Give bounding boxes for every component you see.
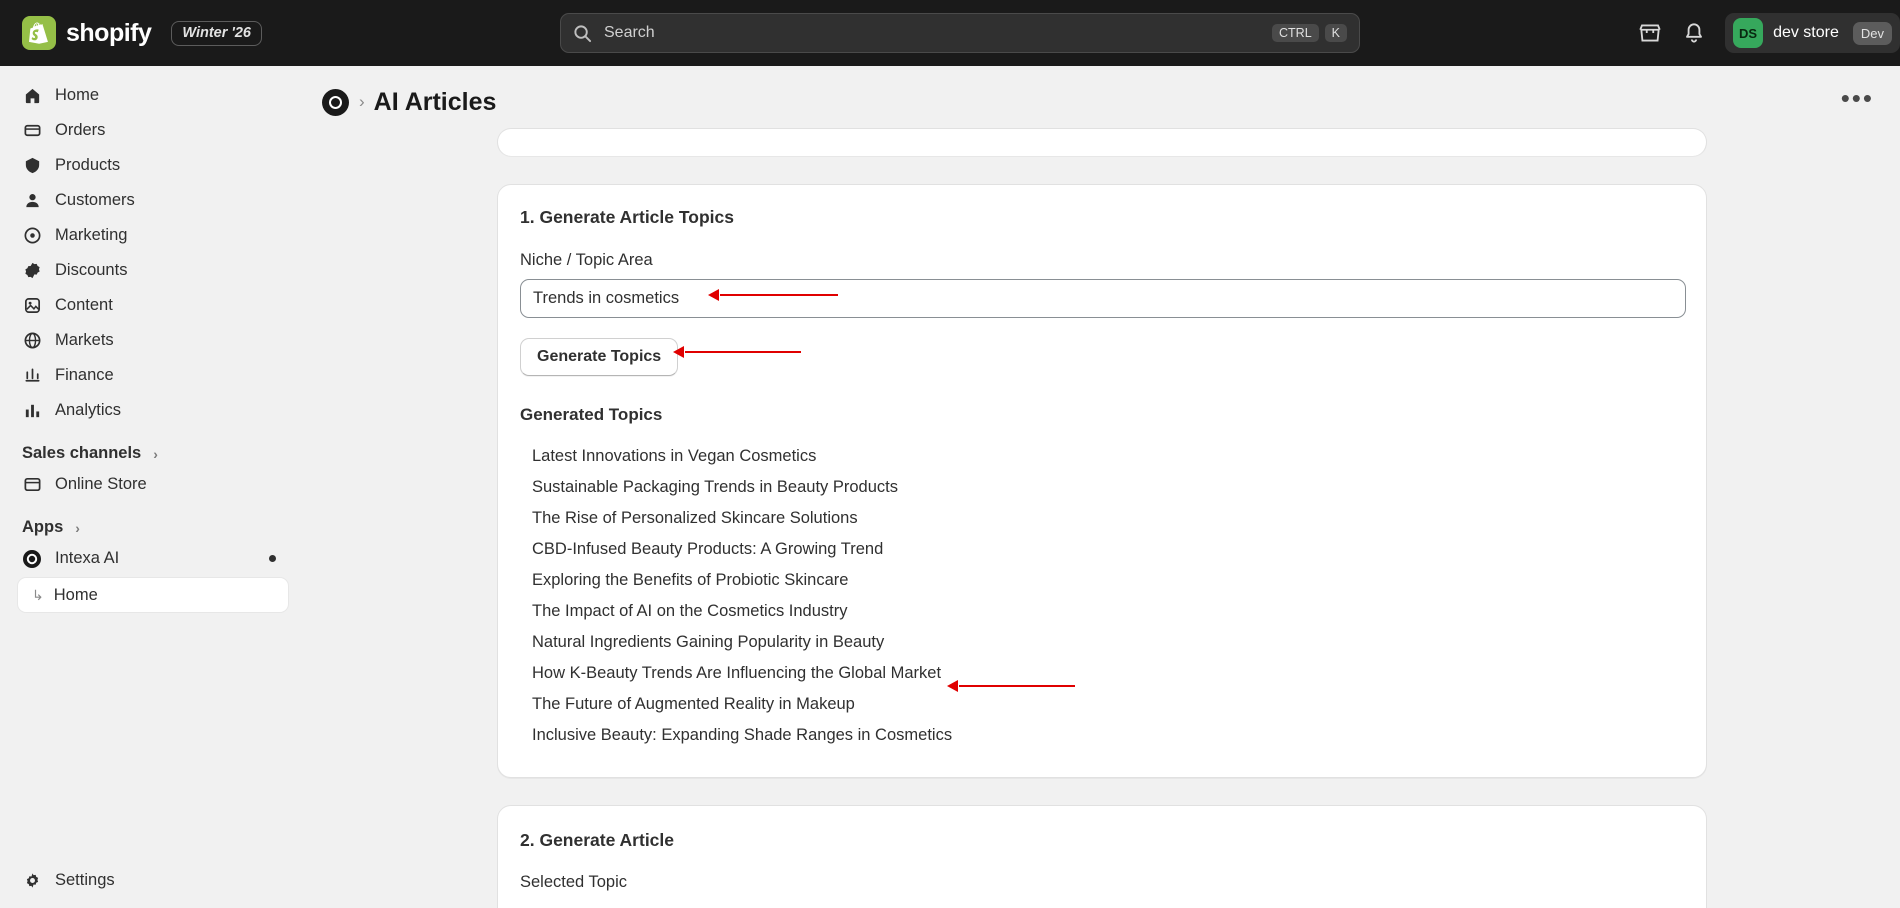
list-item[interactable]: The Future of Augmented Reality in Makeup: [532, 695, 855, 713]
bell-icon[interactable]: [1681, 20, 1707, 46]
sidebar-item-label: Markets: [55, 331, 114, 349]
list-item[interactable]: Latest Innovations in Vegan Cosmetics: [532, 447, 817, 465]
markets-icon: [22, 331, 42, 351]
generate-article-card: [497, 805, 1707, 908]
avatar: DS: [1733, 18, 1763, 48]
sidebar-item-settings[interactable]: [12, 863, 288, 898]
search-bar[interactable]: [560, 13, 1360, 53]
content-icon: [22, 296, 42, 316]
sidebar-item-marketing[interactable]: [12, 218, 288, 253]
list-item[interactable]: How K-Beauty Trends Are Influencing the Global Market: [532, 664, 942, 682]
list-item[interactable]: The Impact of AI on the Cosmetics Industry: [532, 602, 848, 620]
selected-topic-label: Selected Topic: [520, 873, 628, 891]
niche-field-label: Niche / Topic Area: [520, 251, 653, 269]
top-bar-actions: [1637, 0, 1900, 66]
store-icon[interactable]: [1637, 20, 1663, 46]
generated-topics-list: [520, 441, 1684, 751]
sidebar-subitem-home[interactable]: [18, 578, 288, 612]
sidebar-item-label: Settings: [55, 871, 115, 889]
generate-topics-button[interactable]: Generate Topics: [520, 338, 678, 376]
customers-icon: [22, 191, 42, 211]
sidebar-item-label: Finance: [55, 366, 114, 384]
online-store-icon: [22, 475, 42, 495]
list-item[interactable]: Exploring the Benefits of Probiotic Skincare: [532, 571, 849, 589]
sidebar-section-apps[interactable]: [22, 518, 278, 537]
chevron-right-icon: ›: [153, 445, 158, 462]
release-badge: Winter '26: [171, 21, 262, 46]
sidebar-footer: [0, 863, 300, 898]
apps-label: Apps: [22, 518, 64, 536]
sidebar-item-label: Customers: [55, 191, 135, 209]
sidebar-item-label: Orders: [55, 121, 106, 139]
generate-topics-card: [497, 184, 1707, 778]
list-item[interactable]: Sustainable Packaging Trends in Beauty Products: [532, 478, 898, 496]
sidebar-item-discounts[interactable]: [12, 253, 288, 288]
page-header: [300, 66, 1900, 128]
sidebar-item-products[interactable]: [12, 148, 288, 183]
list-item[interactable]: Natural Ingredients Gaining Popularity in Beauty: [532, 633, 885, 651]
list-item[interactable]: CBD-Infused Beauty Products: A Growing Trend: [532, 540, 884, 558]
content-column: [497, 128, 1707, 908]
subnav-arrow-icon: ↳: [32, 586, 44, 603]
sidebar-item-online-store[interactable]: [12, 467, 288, 502]
sidebar-subitem-label: Home: [53, 585, 98, 604]
sidebar-item-label: Marketing: [55, 226, 128, 244]
store-switcher[interactable]: [1725, 13, 1900, 53]
kbd-ctrl: CTRL: [1272, 24, 1319, 43]
sidebar-item-label: Products: [55, 156, 121, 174]
main-content: [300, 66, 1900, 908]
search-shortcut: [1272, 24, 1347, 43]
sidebar-section-sales-channels[interactable]: [22, 444, 278, 463]
sidebar-item-label: Intexa AI: [55, 549, 120, 567]
app-icon: [322, 89, 349, 116]
home-icon: [22, 86, 42, 106]
sidebar-item-label: Content: [55, 296, 113, 314]
page-title: AI Articles: [373, 87, 497, 116]
notification-dot-icon: [269, 555, 276, 562]
previous-card-partial: [497, 128, 1707, 156]
analytics-icon: [22, 401, 42, 421]
kbd-k: K: [1325, 24, 1347, 43]
sidebar-item-orders[interactable]: [12, 113, 288, 148]
search-input[interactable]: Search: [604, 24, 655, 41]
shopify-logo-icon: [22, 16, 56, 50]
list-item[interactable]: The Rise of Personalized Skincare Solutions: [532, 509, 858, 527]
list-item[interactable]: Inclusive Beauty: Expanding Shade Ranges in Cosmetics: [532, 726, 953, 744]
chevron-right-icon: ›: [75, 519, 80, 536]
finance-icon: [22, 366, 42, 386]
sidebar-item-finance[interactable]: [12, 358, 288, 393]
brand-wordmark: shopify: [66, 18, 152, 47]
sidebar-item-intexa-ai[interactable]: [12, 541, 288, 576]
orders-icon: [22, 121, 42, 141]
breadcrumb-separator: ›: [359, 92, 365, 111]
discounts-icon: [22, 261, 42, 281]
store-name: dev store: [1773, 24, 1839, 41]
intexa-ai-icon: [22, 549, 42, 569]
gear-icon: [22, 871, 42, 891]
sidebar-item-home[interactable]: [12, 78, 288, 113]
more-options-icon[interactable]: •••: [1840, 83, 1874, 113]
sales-channels-label: Sales channels: [22, 444, 142, 462]
step-2-title: 2. Generate Article: [520, 830, 675, 850]
sidebar-item-customers[interactable]: [12, 183, 288, 218]
search-icon: [573, 24, 592, 43]
top-bar: [0, 0, 1900, 66]
generated-topics-heading: Generated Topics: [520, 405, 663, 424]
products-icon: [22, 156, 42, 176]
sidebar-item-label: Analytics: [55, 401, 122, 419]
sidebar: [0, 66, 300, 908]
step-1-title: 1. Generate Article Topics: [520, 207, 734, 227]
niche-input[interactable]: [520, 279, 1686, 318]
sidebar-item-analytics[interactable]: [12, 393, 288, 428]
sidebar-item-label: Discounts: [55, 261, 128, 279]
sidebar-item-content[interactable]: [12, 288, 288, 323]
sidebar-item-markets[interactable]: [12, 323, 288, 358]
marketing-icon: [22, 226, 42, 246]
brand[interactable]: [22, 16, 262, 50]
sidebar-item-label: Home: [55, 86, 100, 104]
sidebar-item-label: Online Store: [55, 475, 147, 493]
dev-badge: Dev: [1853, 22, 1892, 45]
